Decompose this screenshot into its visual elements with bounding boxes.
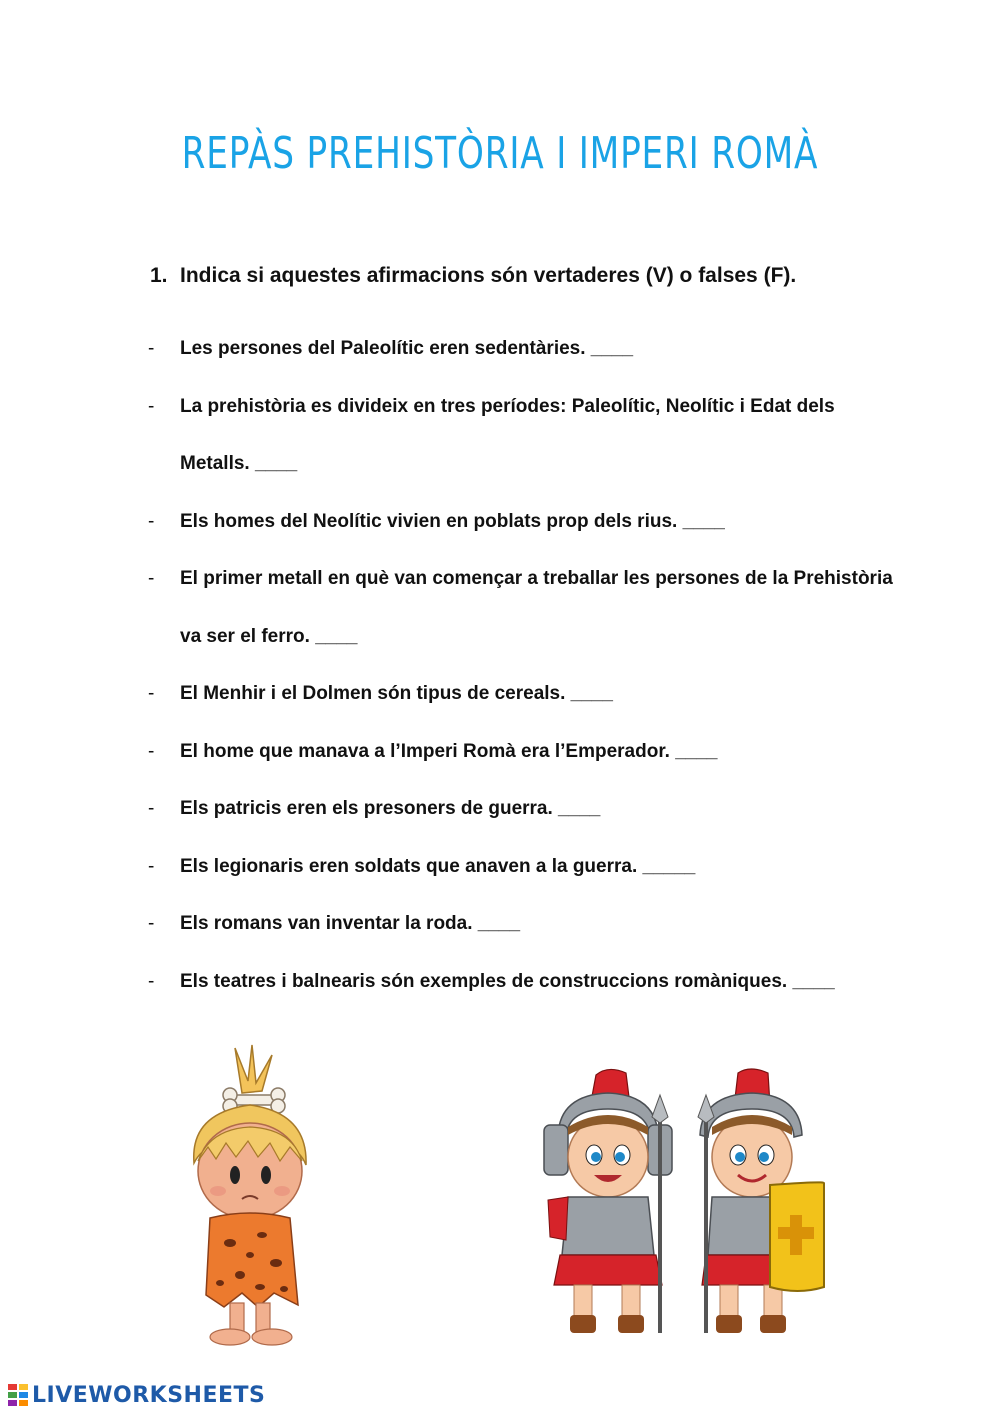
roman-soldiers-illustration <box>538 1065 830 1340</box>
question-number: 1. <box>150 264 168 287</box>
list-item: - Els patricis eren els presoners de guerra. ____ <box>148 780 908 838</box>
list-item: - La prehistòria es divideix en tres períodes: Paleolític, Neolític i Edat dels Metalls. ____ <box>148 378 908 493</box>
list-item: - Els romans van inventar la roda. ____ <box>148 895 908 953</box>
liveworksheets-logo-icon <box>8 1384 28 1406</box>
statement-list <box>148 320 908 1010</box>
list-item: - El Menhir i el Dolmen són tipus de cereals. ____ <box>148 665 908 723</box>
question-text: Indica si aquestes afirmacions són vertaderes (V) o falses (F). <box>180 264 797 287</box>
list-item: - El home que manava a l’Imperi Romà era l’Emperador. ____ <box>148 723 908 781</box>
statement-text[interactable]: Els patricis eren els presoners de guerra. ____ <box>180 798 601 819</box>
footer-brand-text: LIVEWORKSHEETS <box>32 1382 266 1408</box>
statement-text[interactable]: Les persones del Paleolític eren sedentàries. ____ <box>180 338 634 359</box>
statement-text[interactable]: Els legionaris eren soldats que anaven a la guerra. _____ <box>180 855 696 877</box>
statement-text[interactable]: El primer metall en què van començar a treballar les persones de la Prehistòria va ser el ferro. ____ <box>180 568 893 647</box>
statement-text[interactable]: El Menhir i el Dolmen són tipus de cereals. ____ <box>180 683 613 704</box>
question-heading <box>150 264 796 288</box>
roman-soldier-left <box>544 1069 672 1333</box>
statement-text[interactable]: Els teatres i balnearis són exemples de construccions romàniques. ____ <box>180 970 835 992</box>
list-item: - El primer metall en què van començar a treballar les persones de la Prehistòria va ser el ferro. ____ <box>148 550 908 665</box>
list-item: - Les persones del Paleolític eren sedentàries. ____ <box>148 320 908 378</box>
list-item: - Els legionaris eren soldats que anaven a la guerra. _____ <box>148 838 908 896</box>
statement-text[interactable]: Els romans van inventar la roda. ____ <box>180 913 521 934</box>
statement-text[interactable]: La prehistòria es divideix en tres períodes: Paleolític, Neolític i Edat dels Metalls. ____ <box>180 395 835 474</box>
page-title: REPÀS PREHISTÒRIA I IMPERI ROMÀ <box>181 128 819 179</box>
statement-text[interactable]: El home que manava a l’Imperi Romà era l’Emperador. ____ <box>180 740 718 762</box>
roman-soldier-right <box>700 1069 824 1333</box>
statement-text[interactable]: Els homes del Neolític vivien en poblats prop dels rius. ____ <box>180 510 725 532</box>
caveboy-illustration <box>180 1043 320 1348</box>
list-item: - Els homes del Neolític vivien en poblats prop dels rius. ____ <box>148 493 908 551</box>
footer-brand[interactable] <box>8 1380 265 1410</box>
list-item: - Els teatres i balnearis són exemples de construccions romàniques. ____ <box>148 953 908 1011</box>
